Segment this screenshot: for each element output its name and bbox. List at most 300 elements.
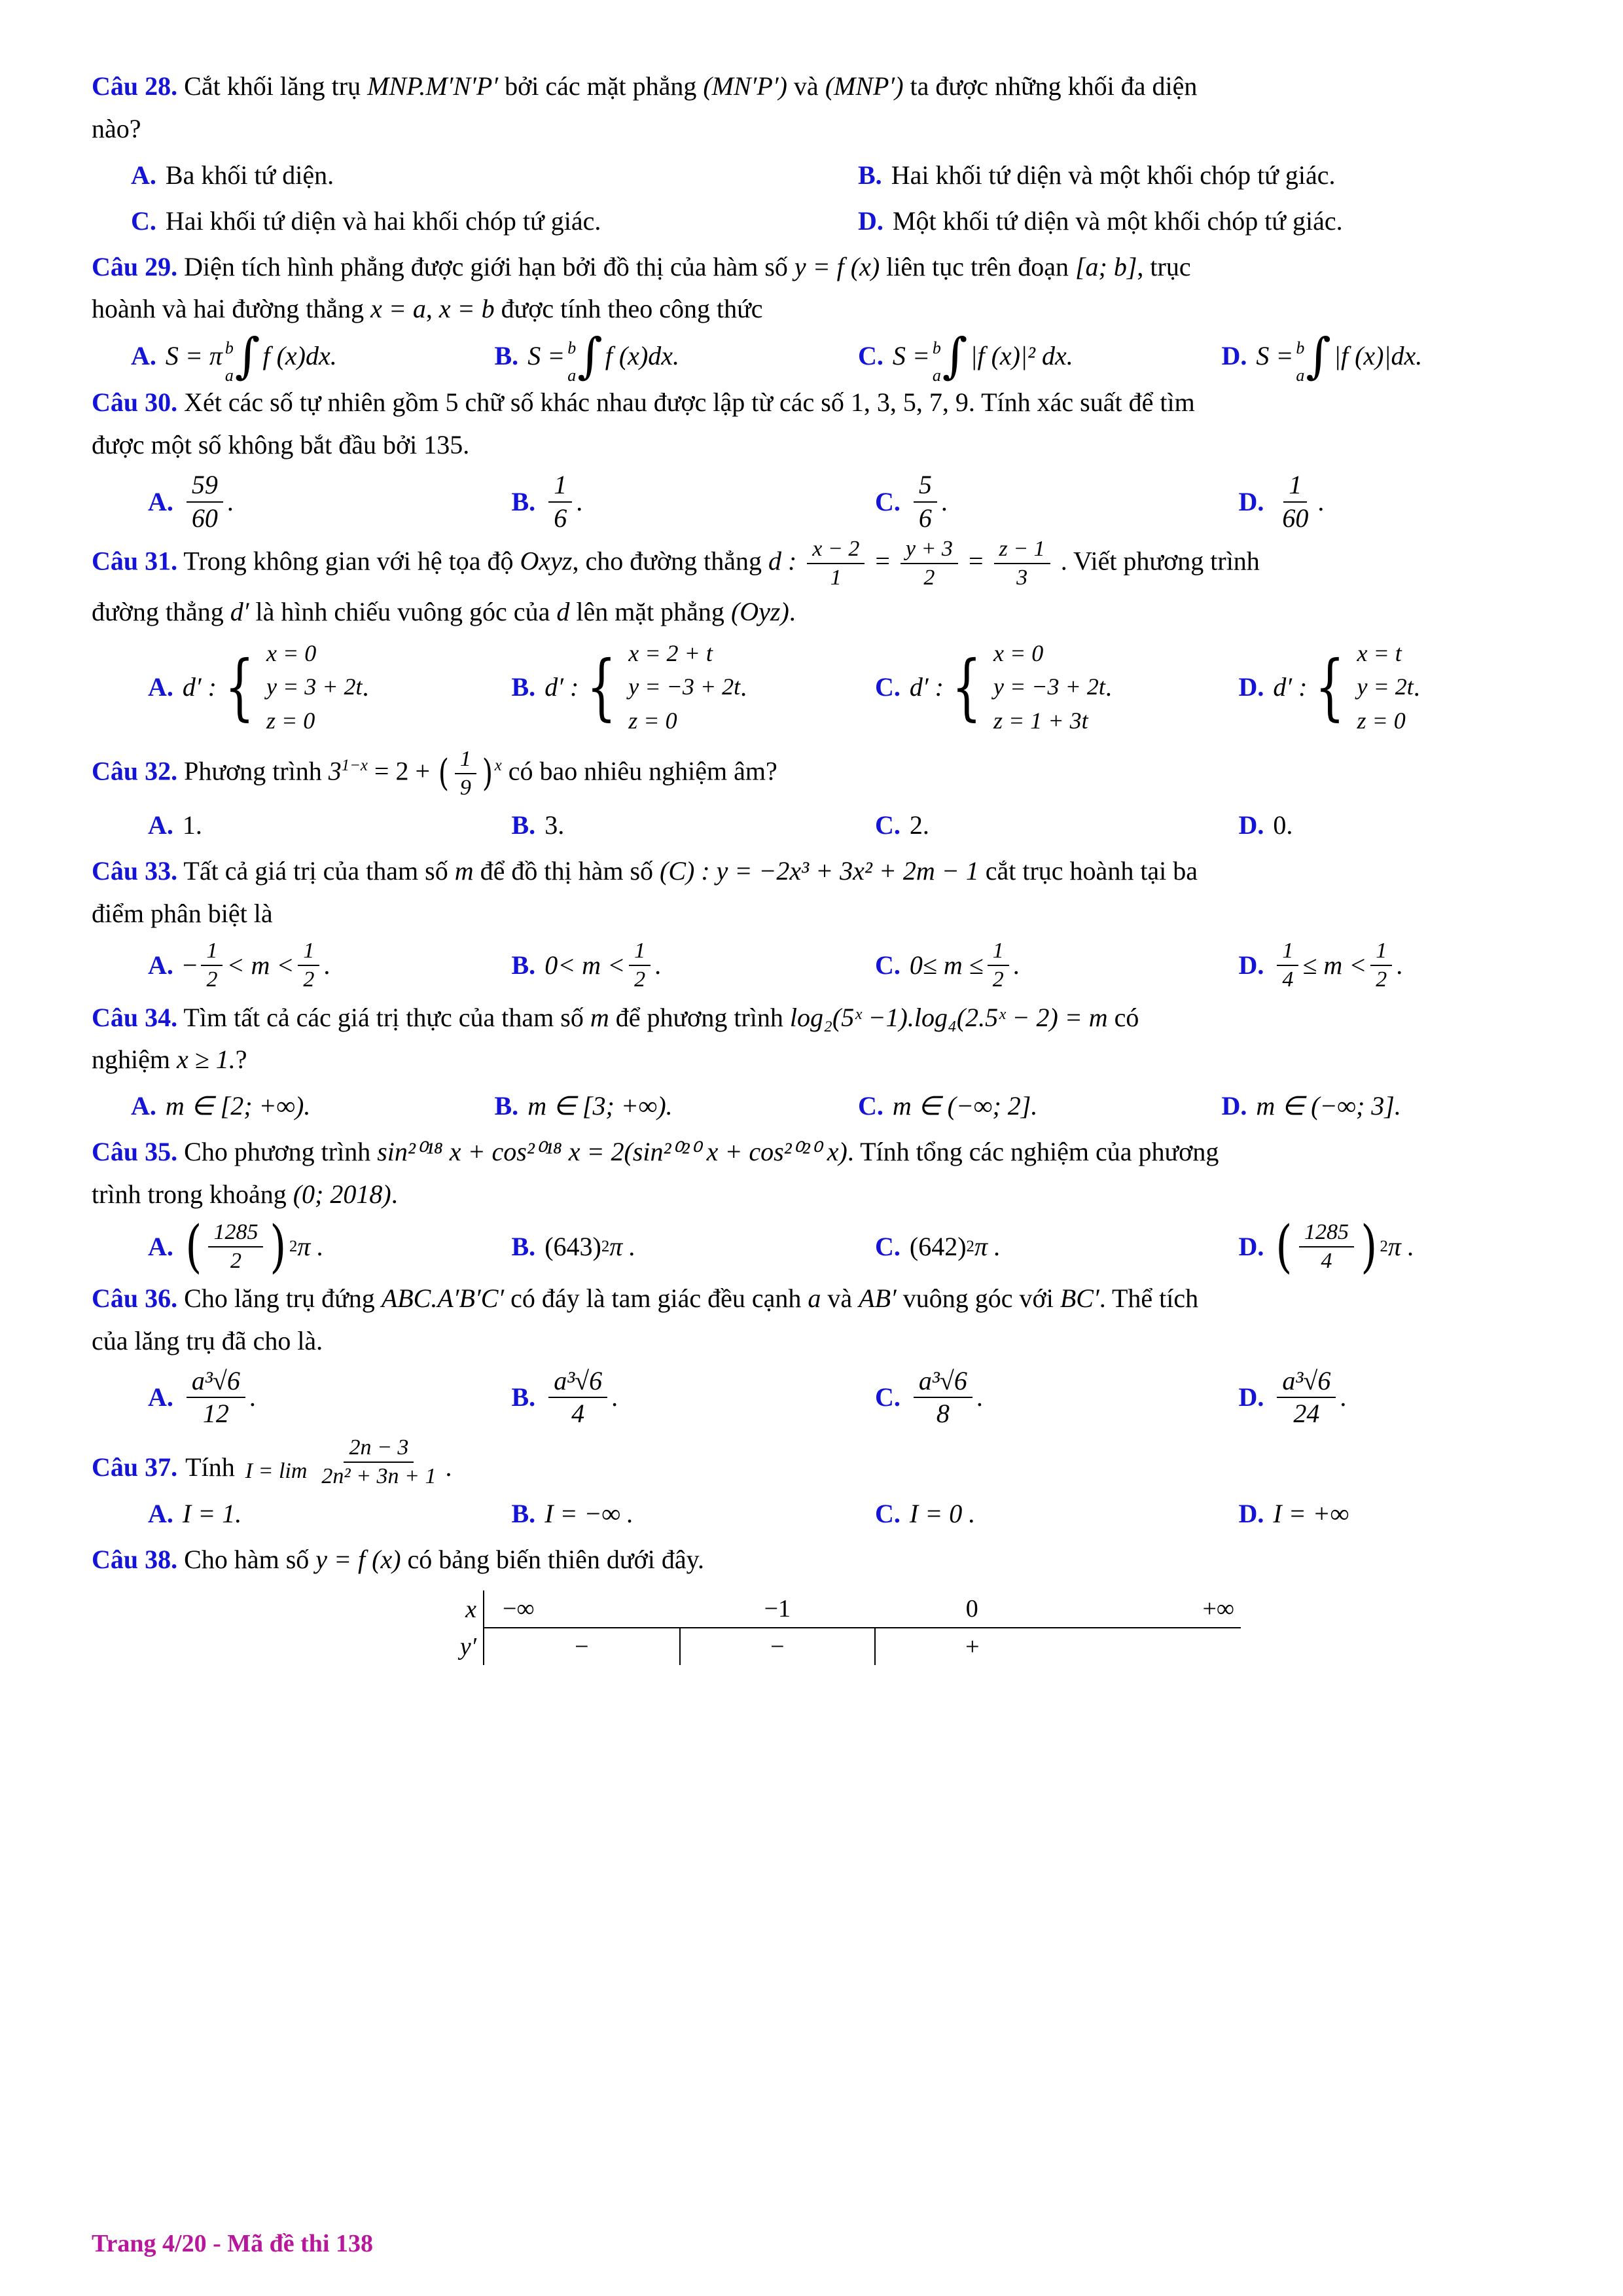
option-label: B. [511,672,536,702]
q36-options [92,1367,1602,1429]
option-body: |f (x)|² dx. [970,341,1073,371]
option-label: D. [1238,1499,1264,1529]
question-33 [92,850,1546,935]
plane-1: (MN′P′) [703,71,787,101]
option-label: A. [131,341,156,371]
option-text: m ∈ [2; +∞). [165,1091,311,1121]
option-tail: . [740,672,747,702]
option-tail: . [226,486,234,516]
question-stem-3: có [1114,1002,1139,1032]
interval: [a; b] [1075,251,1137,281]
option-mid: ≤ m < [1302,950,1367,980]
equals-2: = [968,546,984,576]
option-label: D. [858,206,883,236]
option-text: I = −∞ . [544,1499,634,1529]
fraction [1277,1367,1336,1429]
system-line: z = 0 [1357,707,1406,734]
option-label: A. [148,1231,173,1261]
option-label: D. [1238,810,1264,840]
question-label: Câu 34. [92,1002,178,1032]
option-label: A. [131,160,156,190]
variation-table [397,1590,1241,1665]
fraction-1 [1277,939,1298,992]
question-35 [92,1131,1546,1216]
option-label: B. [511,486,536,516]
option-label: A. [148,1499,173,1529]
question-stem: Cho hàm số [184,1545,310,1575]
question-label: Câu 31. [92,546,178,576]
line-d-var: d [556,596,570,626]
segment-ab: AB′ [859,1283,897,1313]
integral-upper: b [224,338,234,358]
numerator: 5 [914,471,937,503]
q34-options [92,1085,1585,1127]
q32-options [92,804,1602,846]
option-a[interactable] [148,637,512,737]
option-b[interactable] [512,471,876,533]
option-pre: − [182,950,198,980]
integral-symbol: b a ∫ [567,334,603,378]
option-text: m ∈ (−∞; 2]. [892,1091,1038,1121]
question-stem-4: vuông góc với [902,1283,1054,1313]
option-c[interactable] [875,1220,1239,1274]
function-expr: y = f (x) [315,1545,401,1575]
question-38 [92,1539,1546,1581]
option-b[interactable] [512,1220,876,1274]
table-row-yprime [397,1628,1241,1665]
numerator: a³√6 [548,1367,607,1399]
x-equals-b: x = b [438,294,495,324]
question-stem: Cho phương trình [184,1137,371,1167]
system-line: z = 0 [628,707,677,734]
denominator: 8 [936,1399,950,1429]
integral-upper: b [932,338,941,358]
option-head: S = π [165,341,223,371]
fraction [914,1367,972,1429]
option-c[interactable] [875,1493,1239,1535]
option-mid: < m < [226,950,294,980]
system-line: y = −3 + 2t [993,673,1105,700]
option-d[interactable] [1239,637,1603,737]
question-stem-2: có đáy là tam giác đều cạnh [510,1283,802,1313]
option-mid: ≤ m ≤ [922,950,984,980]
plane-oyz: (Oyz) [730,596,789,626]
option-tail: . [611,1382,618,1412]
option-label: C. [858,341,883,371]
question-36 [92,1278,1546,1363]
cell-yp-4 [1069,1628,1241,1665]
option-tail: . [1012,950,1020,980]
option-label: C. [875,1231,901,1261]
question-stem-2: để đồ thị hàm số [480,855,654,886]
question-stem-4: điểm phân biệt là [92,898,273,928]
option-label: D. [1238,672,1264,702]
row-label-x: x [465,1595,477,1623]
option-d[interactable] [1239,804,1603,846]
question-stem-4: nghiệm [92,1045,170,1075]
question-30 [92,382,1546,467]
option-base: (643) [544,1231,601,1261]
cell-yp-1: − [484,1628,680,1665]
option-d[interactable]: D. ( $\frac{1285}{4}$ ) 2 π . [1238,1213,1414,1280]
option-c[interactable] [131,200,858,242]
denominator: 2 [992,967,1004,992]
option-text: Hai khối tứ diện và một khối chóp tứ giác. [891,160,1336,190]
row-label-yprime: y′ [459,1632,477,1660]
option-label: D. [1221,1091,1247,1121]
option-text: 3. [544,810,565,840]
numerator: 1 [548,471,572,503]
option-c[interactable] [875,1367,1239,1429]
line-d-prime: d′ [230,596,249,626]
integral-symbol: b a ∫ [933,334,968,378]
fraction-1 [807,537,865,590]
range-interval: (0; 2018) [293,1179,391,1209]
question-stem: Xét các số tự nhiên gồm 5 chữ số khác nhau được lập từ các số 1, 3, 5, 7, 9. Tính xác suất để tìm [184,387,1195,418]
option-a[interactable] [148,1493,512,1535]
option-a[interactable] [148,471,512,533]
question-stem: Cho lăng trụ đứng [184,1283,375,1313]
option-tail: . [249,1382,256,1412]
question-stem-4: . [391,1179,398,1209]
q33-options [92,939,1602,992]
question-stem: Tất cả giá trị của tham số [183,855,448,886]
option-c[interactable] [858,327,1222,385]
option-label: C. [875,950,901,980]
equation-system: { x = t y = 2t z = 0 [1307,637,1413,737]
option-tail: . [323,950,330,980]
option-label: A. [148,950,173,980]
option-a[interactable] [131,154,858,196]
exponent: 2 [289,1237,298,1255]
option-b[interactable] [495,1085,859,1127]
option-d[interactable] [1222,1085,1586,1127]
plane-2: (MNP′) [825,71,904,101]
trig-equation: sin²⁰¹⁸ x + cos²⁰¹⁸ x = 2(sin²⁰²⁰ x + cos²⁰²⁰ x) [377,1137,847,1167]
option-b[interactable] [512,637,876,737]
page-footer: Trang 4/20 - Mã đề thi 138 [92,2230,373,2257]
option-label: A. [148,486,173,516]
question-stem-2: để phương trình [615,1002,783,1032]
question-29 [92,246,1546,331]
option-c[interactable] [875,939,1239,992]
question-stem-2: liên tục trên đoạn [886,251,1069,281]
numerator: 1285 [1299,1220,1354,1247]
option-label: D. [1221,341,1247,371]
system-line: x = t [1357,640,1402,667]
question-stem-2: . Tính tổng các nghiệm của phương [847,1137,1219,1167]
question-37 [92,1435,1546,1489]
question-stem-4: ta được những khối đa diện [910,71,1198,101]
option-label: C. [131,206,156,236]
denominator: 2 [634,967,646,992]
option-text: m ∈ [3; +∞). [527,1091,673,1121]
question-label: Câu 36. [92,1283,178,1313]
option-d[interactable] [858,200,1585,242]
question-32: Câu 32. Phương trình $3^{1-x} = 2$ + ( $\frac{1}{9}$ ) $^x$ có bao nhiêu nghiệm âm? [92,746,777,800]
paren-exponent: x [494,756,502,774]
option-c[interactable] [875,471,1239,533]
integral-upper: b [567,338,577,358]
question-stem-3: cắt trục hoành tại ba [985,855,1198,886]
option-c[interactable] [858,1085,1222,1127]
integral-lower: a [224,365,234,385]
q37-options [92,1493,1602,1535]
option-d[interactable] [1239,471,1603,533]
option-tail: π . [297,1231,324,1261]
denominator: 6 [554,503,567,533]
option-b[interactable] [858,154,1585,196]
parameter-m: m [590,1002,609,1032]
option-label: B. [511,1499,536,1529]
question-stem-4: đường thẳng [92,596,224,626]
denominator: 12 [202,1399,229,1429]
question-stem-5: ? [235,1045,247,1075]
option-tail: . [576,486,583,516]
question-stem: Tính [185,1452,235,1482]
fraction-2 [901,537,958,590]
limit-head: I = lim [245,1459,308,1484]
denominator: 6 [918,503,932,533]
system-line: x = 0 [266,640,317,667]
numerator: a³√6 [1277,1367,1336,1399]
question-label: Câu 37. [92,1452,178,1482]
option-a[interactable] [131,1085,495,1127]
cell-x-3: 0 [965,1595,978,1623]
option-label: B. [511,950,536,980]
question-stem-6: của lăng trụ đã cho là. [92,1325,323,1355]
q28-options-row1 [92,154,1585,196]
equation-system: { x = 2 + t y = −3 + 2t z = 0 [579,637,740,737]
denominator: 3 [1016,565,1028,590]
option-text: 2. [909,810,929,840]
option-label: A. [131,1091,156,1121]
option-label: D. [1238,486,1264,516]
segment-bc: BC′ [1060,1283,1099,1313]
option-mid: < m < [558,950,626,980]
system-line: x = 0 [993,640,1044,667]
option-c[interactable] [875,637,1239,737]
fraction-2 [988,939,1009,992]
question-stem-3: . Viết phương trình [1060,546,1260,576]
option-label: B. [494,1091,519,1121]
option-a[interactable] [148,939,512,992]
numerator: 1 [455,747,476,774]
denominator: 60 [191,503,218,533]
question-label: Câu 32. [92,755,178,785]
option-head: d′ : [1273,672,1308,702]
option-b[interactable] [512,939,876,992]
denominator: 2 [206,967,218,992]
fraction-2 [298,939,319,992]
table-row-x [397,1590,1241,1628]
curve-equation: (C) : y = −2x³ + 3x² + 2m − 1 [660,855,979,886]
q28-options-row2 [92,200,1585,242]
option-tail: π . [974,1231,1001,1261]
q30-options [92,471,1602,533]
option-a[interactable] [131,327,495,385]
option-label: C. [875,486,901,516]
system-line: y = −3 + 2t [628,673,741,700]
question-stem: Trong không gian với hệ tọa độ [183,546,514,576]
option-text: Ba khối tứ diện. [165,160,334,190]
question-stem-3: và [827,1283,853,1313]
option-label: B. [858,160,882,190]
question-stem-5: được tính theo công thức [501,294,763,324]
prism-name: MNP.M′N′P′ [367,71,499,101]
fraction [187,1367,245,1429]
denominator: 9 [459,775,471,800]
option-label: D. [1238,1231,1264,1261]
solid-name: ABC.A′B′C′ [381,1283,505,1313]
fraction-2 [629,939,651,992]
option-tail: . [1317,486,1325,516]
option-label: B. [494,341,519,371]
question-stem-3: , trục [1137,251,1191,281]
numerator: x − 2 [807,537,865,564]
fraction-1 [201,939,223,992]
option-b[interactable] [512,1493,876,1535]
question-34 [92,997,1546,1082]
condition: x ≥ 1. [176,1045,236,1075]
equation-middle: = 2 + [374,755,431,785]
option-tail: . [976,1382,983,1412]
option-label: D. [1238,1382,1264,1412]
question-31 [92,537,1546,633]
option-d[interactable] [1221,327,1586,385]
option-d[interactable] [1239,939,1603,992]
question-stem-5: . Thể tích [1099,1283,1199,1313]
x-equals-a: x = a [370,294,426,324]
question-stem-3: và [793,71,819,101]
option-label: B. [511,1231,536,1261]
option-label: C. [875,1382,901,1412]
fraction [187,471,223,533]
question-stem-2: , cho đường thẳng [572,546,762,576]
option-tail: π . [609,1231,636,1261]
question-stem: Diện tích hình phẳng được giới hạn bởi đồ thị của hàm số [184,251,788,281]
system-line: y = 3 + 2t [266,673,363,700]
integral-upper: b [1296,338,1305,358]
option-label: B. [511,1382,536,1412]
numerator: 2n − 3 [344,1435,414,1463]
coordinate-system: Oxyz [520,546,573,576]
option-base: (642) [909,1231,967,1261]
option-label: C. [875,1499,901,1529]
option-body: |f (x)|dx. [1333,341,1423,371]
denominator: 2n² + 3n + 1 [321,1464,437,1489]
option-head: S = [892,341,930,371]
system-line: y = 2t [1357,673,1414,700]
numerator: 1 [1283,471,1307,503]
question-stem-2: được một số không bắt đầu bởi 135. [92,429,470,459]
denominator: 24 [1293,1399,1320,1429]
option-head: d′ : [182,672,217,702]
cell-yp-3: + [875,1628,1069,1665]
question-stem-5: nào? [92,113,141,143]
question-stem-2: có bao nhiêu nghiệm âm? [508,755,777,785]
option-d[interactable] [1239,1493,1603,1535]
option-label: A. [148,810,173,840]
question-stem-5: là hình chiếu vuông góc của [255,596,550,626]
option-text: I = 0 . [909,1499,976,1529]
equation-exponent: 1−x [341,756,368,774]
line-d: d : [768,546,797,576]
numerator: a³√6 [187,1367,245,1399]
fraction-2 [1370,939,1392,992]
option-tail: . [362,672,369,702]
equation-system: { x = 0 y = −3 + 2t z = 1 + 3t [944,637,1105,737]
question-stem-2: có bảng biến thiên dưới đây. [407,1545,704,1575]
option-a[interactable] [148,804,512,846]
numerator: 1 [988,939,1009,966]
fraction [548,471,572,533]
comma: , [425,294,433,324]
numerator: 1285 [208,1220,263,1247]
question-stem: Tìm tất cả các giá trị thực của tham số [183,1002,584,1032]
option-tail: π . [1387,1231,1414,1261]
integral-symbol: b a ∫ [1296,334,1331,378]
option-a[interactable] [148,1367,512,1429]
option-pre: 0 [544,950,558,980]
question-stem-2: . [445,1452,452,1482]
numerator: z − 1 [994,537,1050,564]
option-d[interactable] [1239,1367,1603,1429]
parameter-m: m [454,855,474,886]
question-label: Câu 29. [92,251,178,281]
q31-options [92,637,1602,737]
option-body: f (x)dx. [262,341,337,371]
option-text: Một khối tứ diện và một khối chóp tứ giác. [892,206,1343,236]
fraction [914,471,937,533]
question-label: Câu 38. [92,1545,178,1575]
integral-symbol: b a ∫ [225,334,260,378]
option-a[interactable]: A. ( $\frac{1285}{2}$ ) 2 π . [148,1213,324,1280]
numerator: 1 [629,939,651,966]
option-c[interactable] [875,804,1239,846]
denominator: 2 [1376,967,1387,992]
option-b[interactable] [494,327,859,385]
option-head: d′ : [544,672,579,702]
option-text: I = +∞ [1273,1499,1349,1529]
exponent: 2 [1380,1237,1388,1255]
fraction [208,1220,263,1274]
option-label: D. [1238,950,1264,980]
integral-lower: a [1296,365,1305,385]
option-tail: . [1413,672,1420,702]
denominator: 60 [1282,503,1309,533]
equation-system: { x = 0 y = 3 + 2t z = 0 [217,637,363,737]
question-stem: Phương trình [184,755,322,785]
option-b[interactable] [512,804,876,846]
fraction [455,747,476,800]
cell-x-2: −1 [764,1595,791,1623]
equals-1: = [875,546,890,576]
option-pre: 0 [909,950,923,980]
integral-lower: a [567,365,577,385]
fraction-3 [994,537,1050,590]
question-label: Câu 28. [92,71,178,101]
option-head: S = [1256,341,1294,371]
option-b[interactable] [512,1367,876,1429]
option-label: B. [511,810,536,840]
option-body: f (x)dx. [605,341,680,371]
question-stem-2: bởi các mặt phẳng [505,71,697,101]
option-tail: . [1396,950,1403,980]
option-label: C. [875,672,901,702]
option-text: 1. [182,810,202,840]
exponent: 2 [966,1237,974,1255]
